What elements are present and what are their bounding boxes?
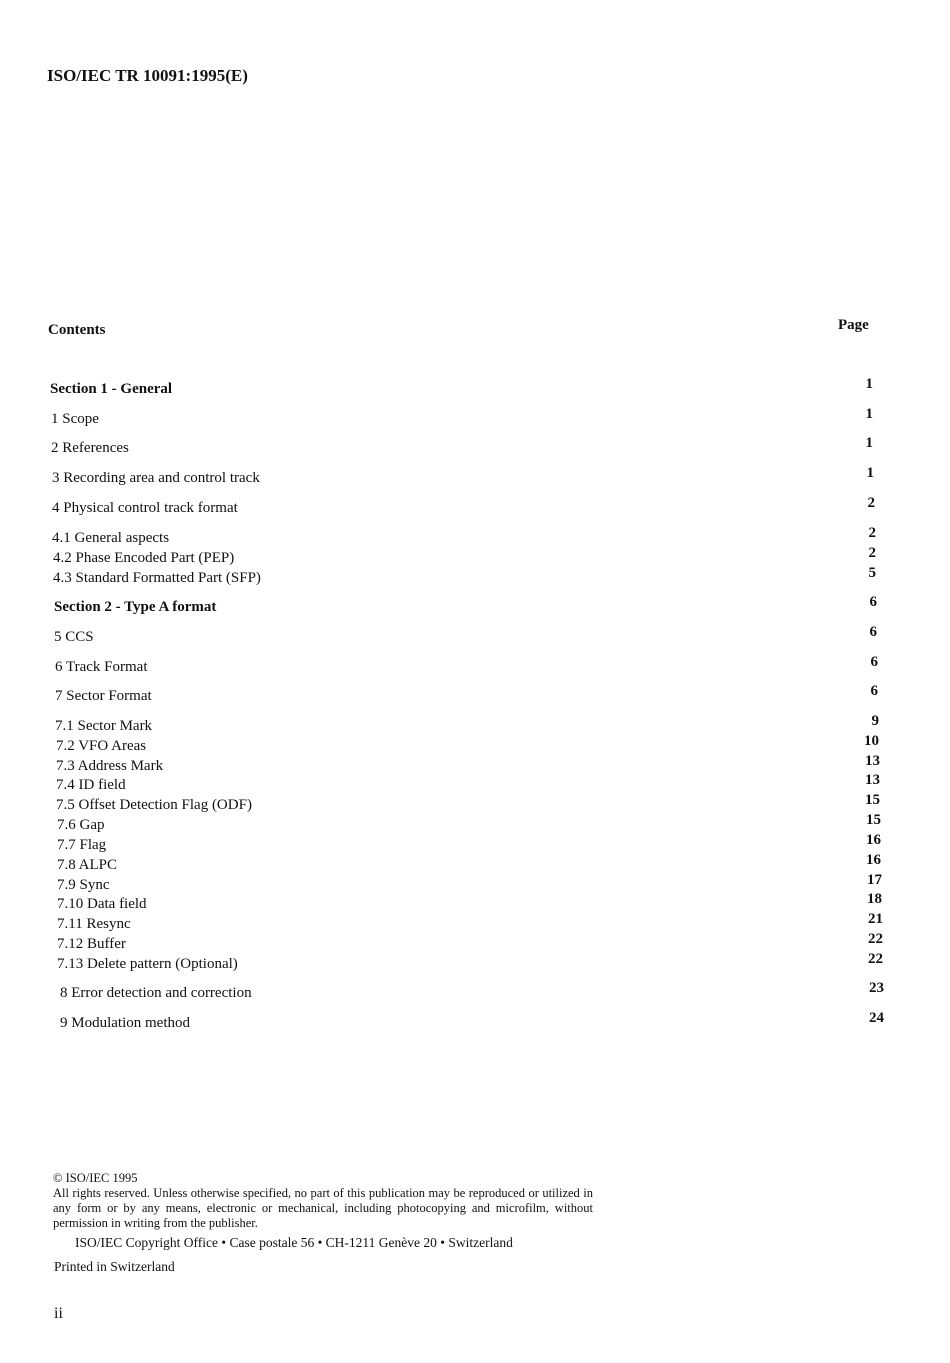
toc-entry-page: 1 [865, 376, 873, 392]
toc-entry-page: 24 [869, 1010, 884, 1026]
toc-entry-label: 7.7 Flag [57, 837, 107, 853]
toc-entry [0, 565, 950, 590]
toc-entry-page: 22 [868, 931, 883, 947]
toc-entry-label: 7.4 ID field [56, 777, 126, 793]
toc-entry-label: 4 Physical control track format [52, 500, 238, 516]
page-column-heading: Page [838, 317, 869, 333]
toc-entry [0, 545, 950, 570]
toc-entry-page: 23 [869, 980, 884, 996]
toc-entry [0, 654, 950, 679]
toc-entry-page: 2 [868, 525, 876, 541]
printed-in: Printed in Switzerland [54, 1259, 175, 1274]
toc-entry [0, 733, 950, 758]
toc-entry-page: 13 [865, 753, 880, 769]
toc-entry-label: 7 Sector Format [55, 688, 152, 704]
toc-entry-page: 15 [866, 812, 881, 828]
toc-entry-page: 17 [867, 872, 882, 888]
toc-entry-page: 1 [865, 406, 873, 422]
toc-entry [0, 772, 950, 797]
toc-entry [0, 624, 950, 649]
toc-entry-page: 6 [870, 654, 878, 670]
toc-entry-page: 1 [866, 465, 874, 481]
toc-entry-page: 1 [865, 435, 873, 451]
toc-entry [0, 1010, 950, 1035]
toc-entry-label: 7.1 Sector Mark [55, 718, 153, 734]
toc-entry-label: 7.11 Resync [57, 916, 131, 932]
toc-entry-page: 9 [871, 713, 879, 729]
toc-entry-label: Section 1 - General [50, 381, 173, 397]
toc-entry [0, 852, 950, 877]
toc-entry-label: 7.9 Sync [57, 877, 110, 893]
document-header: ISO/IEC TR 10091:1995(E) [47, 66, 248, 85]
toc-entry-label: 7.6 Gap [57, 817, 105, 833]
toc-entry-label: 7.3 Address Mark [56, 758, 164, 774]
toc-entry-page: 6 [869, 624, 877, 640]
toc-entry-label: 4.2 Phase Encoded Part (PEP) [53, 550, 235, 566]
toc-entry [0, 525, 950, 550]
toc-entry [0, 683, 950, 708]
copyright-line: © ISO/IEC 1995 [53, 1171, 138, 1185]
toc-entry [0, 911, 950, 936]
page-number: ii [54, 1305, 63, 1322]
toc-entry [0, 812, 950, 837]
toc-entry-label: 7.5 Offset Detection Flag (ODF) [56, 797, 252, 813]
toc-entry-label: 8 Error detection and correction [60, 985, 252, 1001]
toc-section-entry [0, 376, 950, 401]
toc-entry [0, 951, 950, 976]
toc-entry-label: 7.13 Delete pattern (Optional) [57, 956, 238, 972]
toc-entry-label: 2 References [51, 440, 129, 456]
toc-entry [0, 832, 950, 857]
toc-entry-page: 16 [866, 832, 881, 848]
toc-entry [0, 713, 950, 738]
toc-entry-label: 6 Track Format [55, 659, 148, 675]
toc-entry-page: 10 [864, 733, 879, 749]
toc-entry-label: 3 Recording area and control track [52, 470, 260, 486]
toc-entry [0, 495, 950, 520]
toc-entry-page: 6 [870, 683, 878, 699]
copyright-office-address: ISO/IEC Copyright Office • Case postale 56 • CH-1211 Genève 20 • Switzerland [75, 1235, 513, 1250]
toc-entry [0, 872, 950, 897]
toc-entry [0, 931, 950, 956]
toc-entry-page: 18 [867, 891, 882, 907]
toc-section-entry [0, 594, 950, 619]
toc-entry-label: 7.2 VFO Areas [56, 738, 147, 754]
toc-entry-page: 13 [865, 772, 880, 788]
copyright-notice [53, 1171, 593, 1231]
toc-entry-page: 22 [868, 951, 883, 967]
toc-entry [0, 891, 950, 916]
toc-entry-page: 15 [865, 792, 880, 808]
toc-entry-label: 1 Scope [51, 411, 99, 427]
toc-entry-page: 2 [867, 495, 875, 511]
toc-entry-label: Section 2 - Type A format [54, 599, 217, 615]
toc-entry-page: 6 [869, 594, 877, 610]
toc-entry [0, 792, 950, 817]
toc-entry [0, 435, 950, 460]
toc-entry-label: 7.12 Buffer [57, 936, 126, 952]
toc-entry [0, 406, 950, 431]
toc-entry [0, 753, 950, 778]
rights-statement: All rights reserved. Unless otherwise specified, no part of this publication may be reproduced or utilized in any form or by any means, electronic or mechanical, including photocopying and microfilm, without permission in writing from the publisher. [53, 1186, 593, 1230]
toc-entry-label: 7.8 ALPC [57, 857, 118, 873]
toc-entry [0, 980, 950, 1005]
toc-entry-page: 21 [868, 911, 883, 927]
toc-entry-label: 4.1 General aspects [52, 530, 170, 546]
toc-entry-label: 5 CCS [54, 629, 94, 645]
contents-heading: Contents [48, 322, 106, 338]
toc-entry [0, 465, 950, 490]
toc-entry-label: 9 Modulation method [60, 1015, 190, 1031]
toc-entry-label: 7.10 Data field [57, 896, 147, 912]
toc-entry-page: 16 [866, 852, 881, 868]
toc-entry-page: 5 [868, 565, 876, 581]
toc-entry-page: 2 [868, 545, 876, 561]
toc-entry-label: 4.3 Standard Formatted Part (SFP) [53, 570, 261, 586]
